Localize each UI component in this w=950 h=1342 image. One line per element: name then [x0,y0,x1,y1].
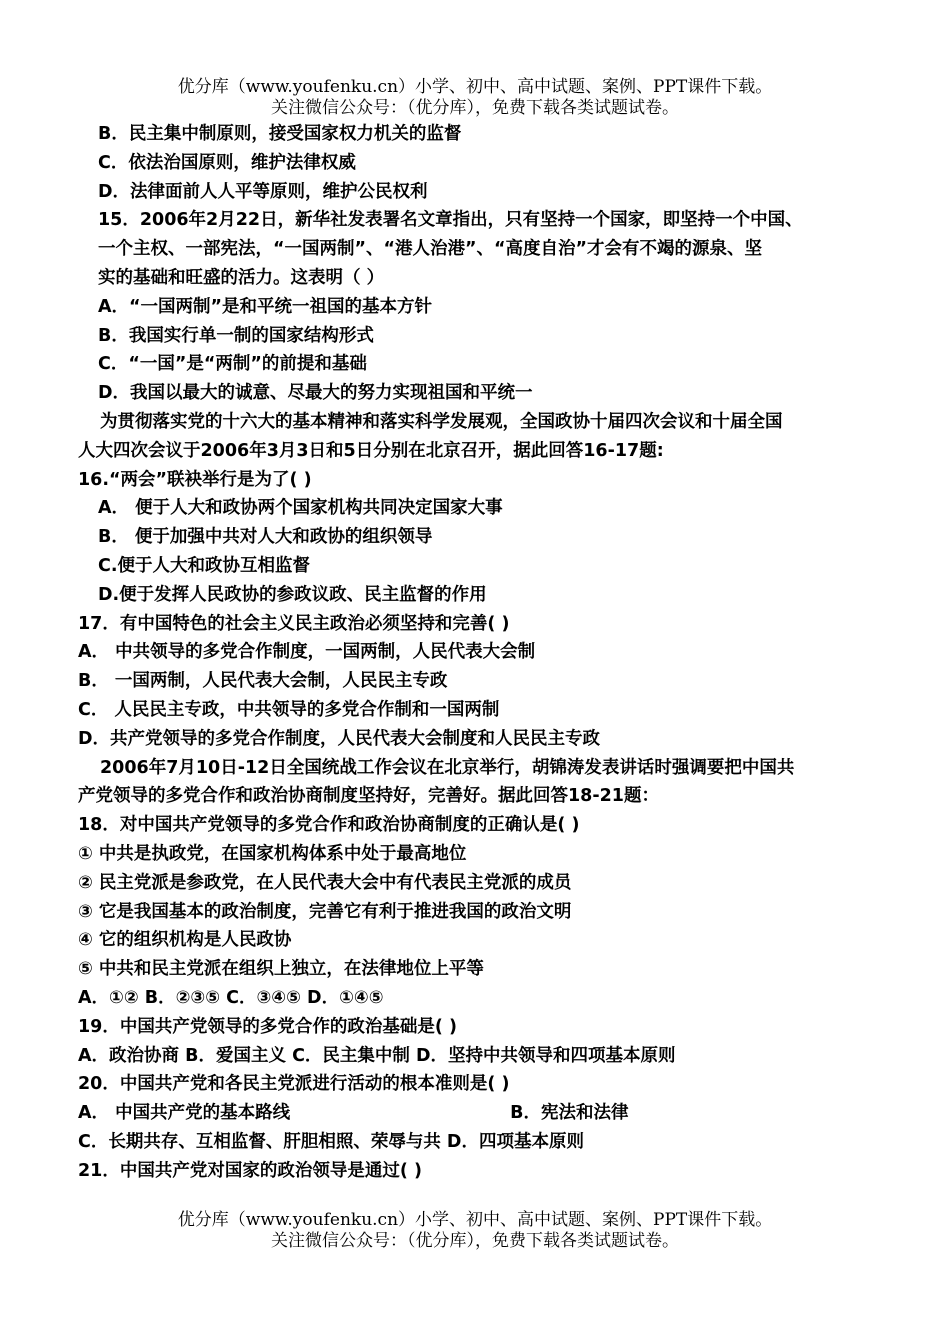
q18-stem: 18．对中国共产党领导的多党合作和政治协商制度的正确认是( ) [78,815,580,836]
q18-item-4: ④ 它的组织机构是人民政协 [78,930,292,951]
q18-options: A．①② B．②③⑤ C．③④⑤ D．①④⑤ [78,987,384,1008]
q15-stem-line-3: 实的基础和旺盛的活力。这表明（ ） [98,267,385,288]
q16-stem: 16.“两会”联袂举行是为了( ) [78,469,312,490]
q15-option-a: A．“一国两制”是和平统一祖国的基本方针 [98,296,433,317]
q18-item-2: ② 民主党派是参政党，在人民代表大会中有代表民主党派的成员 [78,872,572,893]
q17-option-d: D．共产党领导的多党合作制度，人民代表大会制度和人民民主专政 [78,728,601,749]
header-line-1: 优分库（www.youfenku.cn）小学、初中、高中试题、案例、PPT课件下载。 [177,77,773,97]
intro-16-17-line-1: 为贯彻落实党的十六大的基本精神和落实科学发展观，全国政协十届四次会议和十届全国 [100,411,783,432]
q20-options-cd: C．长期共存、互相监督、肝胆相照、荣辱与共 D．四项基本原则 [78,1131,584,1152]
q18-item-1: ① 中共是执政党，在国家机构体系中处于最高地位 [78,843,467,864]
q18-item-5: ⑤ 中共和民主党派在组织上独立，在法律地位上平等 [78,959,484,980]
q14-option-d: D．法律面前人人平等原则，维护公民权利 [98,181,428,202]
q16-option-a: A． 便于人大和政协两个国家机构共同决定国家大事 [98,498,503,519]
q15-option-d: D．我国以最大的诚意、尽最大的努力实现祖国和平统一 [98,383,533,404]
q16-option-b: B． 便于加强中共对人大和政协的组织领导 [98,527,433,548]
q19-options: A．政治协商 B．爱国主义 C．民主集中制 D．坚持中共领导和四项基本原则 [78,1045,676,1066]
q18-item-3: ③ 它是我国基本的政治制度，完善它有利于推进我国的政治文明 [78,901,572,922]
q15-option-b: B．我国实行单一制的国家结构形式 [98,325,374,346]
q20-option-a: A． 中国共产党的基本路线 [78,1103,291,1124]
q19-stem: 19．中国共产党领导的多党合作的政治基础是( ) [78,1016,457,1037]
header-line-2: 关注微信公众号：（优分库），免费下载各类试题试卷。 [271,98,679,118]
q20-stem: 20．中国共产党和各民主党派进行活动的根本准则是( ) [78,1074,510,1095]
footer-line-1: 优分库（www.youfenku.cn）小学、初中、高中试题、案例、PPT课件下载。 [177,1210,773,1230]
q17-option-c: C． 人民民主专政，中共领导的多党合作制和一国两制 [78,699,500,720]
q17-option-a: A． 中共领导的多党合作制度，一国两制，人民代表大会制 [78,642,536,663]
q15-stem-line-2: 一个主权、一部宪法，“一国两制”、“港人治港”、“高度自治”才会有不竭的源泉、坚 [98,239,763,260]
q17-option-b: B． 一国两制，人民代表大会制，人民民主专政 [78,671,448,692]
page-footer [0,1210,950,1252]
q17-stem: 17．有中国特色的社会主义民主政治必须坚持和完善( ) [78,613,510,634]
q15-stem-line-1: 15．2006年2月22日，新华社发表署名文章指出，只有坚持一个国家，即坚持一个中国、 [98,210,803,231]
q20-option-b: B．宪法和法律 [510,1103,629,1124]
page-header [0,77,950,119]
intro-18-21-line-1: 2006年7月10日-12日全国统战工作会议在北京举行，胡锦涛发表讲话时强调要把中国共 [100,757,795,778]
footer-line-2: 关注微信公众号：（优分库），免费下载各类试题试卷。 [271,1231,679,1251]
q14-option-b: B．民主集中制原则，接受国家权力机关的监督 [98,124,462,144]
intro-18-21-line-2: 产党领导的多党合作和政治协商制度坚持好，完善好。据此回答18-21题： [78,786,659,807]
intro-16-17-line-2: 人大四次会议于2006年3月3日和5日分别在北京召开，据此回答16-17题: [78,440,664,461]
q14-option-c: C．依法治国原则，维护法律权威 [98,152,356,173]
q21-stem: 21．中国共产党对国家的政治领导是通过( ) [78,1160,422,1181]
q20-options-ab [78,1099,878,1128]
q16-option-c: C.便于人大和政协互相监督 [98,555,310,576]
document-body [78,120,878,1185]
q15-option-c: C．“一国”是“两制”的前提和基础 [98,354,367,375]
q16-option-d: D.便于发挥人民政协的参政议政、民主监督的作用 [98,584,487,605]
